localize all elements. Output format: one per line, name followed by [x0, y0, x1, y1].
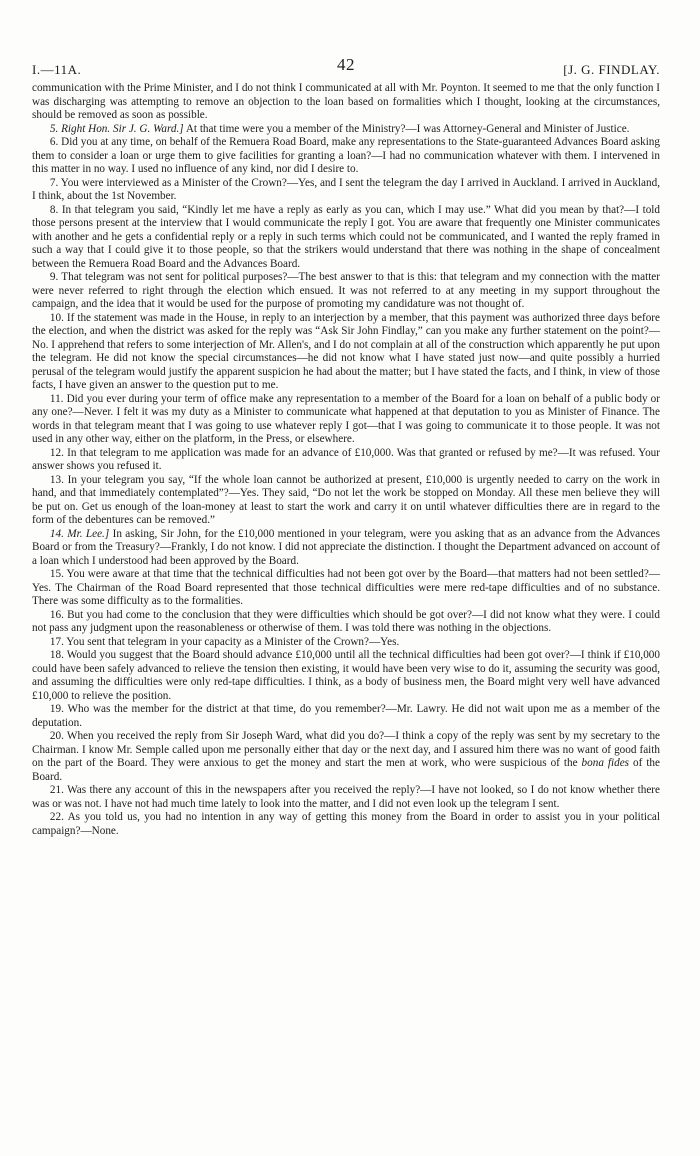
- paragraph: 6. Did you at any time, on behalf of the Remuera Road Board, make any representations to the State-guaranteed Advances Board asking them to consider a loan or urge them to give facilities for granting a loan?—I had no communication whatever with them. I intervened in this matter in no way. I used no influence of any kind, nor did I desire to.: [32, 136, 660, 175]
- paragraph: 19. Who was the member for the district at that time, do you remember?—Mr. Lawry. He did not wait upon me as a member of the deputation.: [32, 703, 660, 729]
- paragraph: 13. In your telegram you say, “If the whole loan cannot be authorized at present, £10,000 is urgently needed to carry on the work in hand, and that immediately contemplated”?—Yes. They said, “Do not let the work be stopped on Monday. All these men believe they will be put on. Get us enough of the loan-money at least to start the work and carry it on until whatever difficulties there are in regard to the form of the debentures can be removed.”: [32, 473, 660, 526]
- page-number: 42: [337, 55, 355, 74]
- paragraph: 9. That telegram was not sent for political purposes?—The best answer to that is this: that telegram and my connection with the matter were never referred to right through the election which ensued. It was not referred to at any meeting in my support throughout the campaign, and the idea that it would be used for the purpose of promoting my candidature was not thought of.: [32, 271, 660, 310]
- witness-name: [J. G. FINDLAY.: [563, 62, 660, 77]
- report-reference: I.—11A.: [32, 62, 82, 77]
- page-header: [32, 52, 660, 77]
- paragraph: 16. But you had come to the conclusion that they were difficulties which should be got over?—I did not know what they were. I could not pass any judgment upon the reasonableness or otherwise of them. I was told there was nothing in the objections.: [32, 608, 660, 634]
- paragraph: 18. Would you suggest that the Board should advance £10,000 until all the technical difficulties had been got over?—I think if £10,000 could have been safely advanced to relieve the tension then existing, it would have been very wise to do it, assuming the security was good, and assuming the difficulties were only red-tape difficulties. I think, as a body of business men, the Board might very well have advanced £10,000 to relieve the position.: [32, 649, 660, 702]
- paragraph: 8. In that telegram you said, “Kindly let me have a reply as early as you can, which I may use.” What did you mean by that?—I told those persons present at the interview that I would communicate the reply I got. You are aware that frequently one Minister communicates with another and he gets a confidential reply or a reply in such terms which could not be communicated, and I wanted the reply framed in such a way that I could give it to those people, so that the strikers would understand that there was nothing in the shape of concealment between the Remuera Road Board and the Advances Board.: [32, 203, 660, 270]
- paragraph: 20. When you received the reply from Sir Joseph Ward, what did you do?—I think a copy of the reply was sent by my secretary to the Chairman. I know Mr. Semple called upon me personally either that day or the next day, and I assured him there was no want of good faith on the part of the Board. They were anxious to get the money and start the men at work, who were suspicious of the bona fides of the Board.: [32, 730, 660, 783]
- paragraph: 11. Did you ever during your term of office make any representation to a member of the Board for a loan on behalf of a public body or any one?—Never. I felt it was my duty as a Minister to communicate what happened at that deputation to you as Minister of Finance. The words in that telegram meant that I was going to use whatever reply I got—that I was going to communicate it to those people. It was not used in any other way, either on the platform, in the Press, or elsewhere.: [32, 392, 660, 445]
- evidence-text: [32, 82, 660, 838]
- document-page: [32, 52, 660, 838]
- paragraph: communication with the Prime Minister, and I do not think I communicated at all with Mr. Poynton. It seemed to me that the only function I was discharging was attempting to remove an objection to the loan based on formalities which I thought, looking at the circumstances, should be removed as soon as possible.: [32, 82, 660, 121]
- paragraph: 10. If the statement was made in the House, in reply to an interjection by a member, that this payment was authorized three days before the election, and when the district was asked for the reply was “Ask Sir John Findlay,” can you make any further statement on the point?—No. I apprehend that refers to some interjection of Mr. Allen's, and I do not complain at all of the construction which apparently he put upon the telegram. He did not know the special circumstances—he did not know what I have stated just now—and quite possibly a hurried perusal of the telegram would justify the apparent suspicion he had about the matter; but I have stated the facts, and I think, in view of those facts, I have given an answer to the question put to me.: [32, 311, 660, 391]
- paragraph: 5. Right Hon. Sir J. G. Ward.] At that time were you a member of the Ministry?—I was Attorney-General and Minister of Justice.: [49, 122, 630, 135]
- paragraph: 15. You were aware at that time that the technical difficulties had not been got over by the Board—that matters had not been settled?—Yes. The Chairman of the Road Board represented that those technical difficulties were mere red-tape difficulties and of no substance. There was some difficulty as to the formalities.: [32, 568, 660, 607]
- paragraph: 7. You were interviewed as a Minister of the Crown?—Yes, and I sent the telegram the day I arrived in Auckland. I arrived in Auckland, I think, about the 1st November.: [32, 176, 660, 202]
- paragraph: 17. You sent that telegram in your capacity as a Minister of the Crown?—Yes.: [49, 635, 400, 648]
- paragraph: 21. Was there any account of this in the newspapers after you received the reply?—I have not looked, so I do not know whether there was or was not. I have not had much time lately to look into the matter, and I did not even look up the telegram I sent.: [32, 784, 660, 810]
- paragraph: 14. Mr. Lee.] In asking, Sir John, for the £10,000 mentioned in your telegram, were you asking that as an advance from the Advances Board or from the Treasury?—Frankly, I do not know. I did not appreciate the distinction. I thought the Department advanced on account of a loan which I understood had been approved by the Board.: [32, 527, 660, 567]
- paragraph: 22. As you told us, you had no intention in any way of getting this money from the Board in order to assist you in your political campaign?—None.: [32, 811, 660, 837]
- paragraph: 12. In that telegram to me application was made for an advance of £10,000. Was that granted or refused by me?—It was refused. Your answer shows you refused it.: [32, 446, 660, 472]
